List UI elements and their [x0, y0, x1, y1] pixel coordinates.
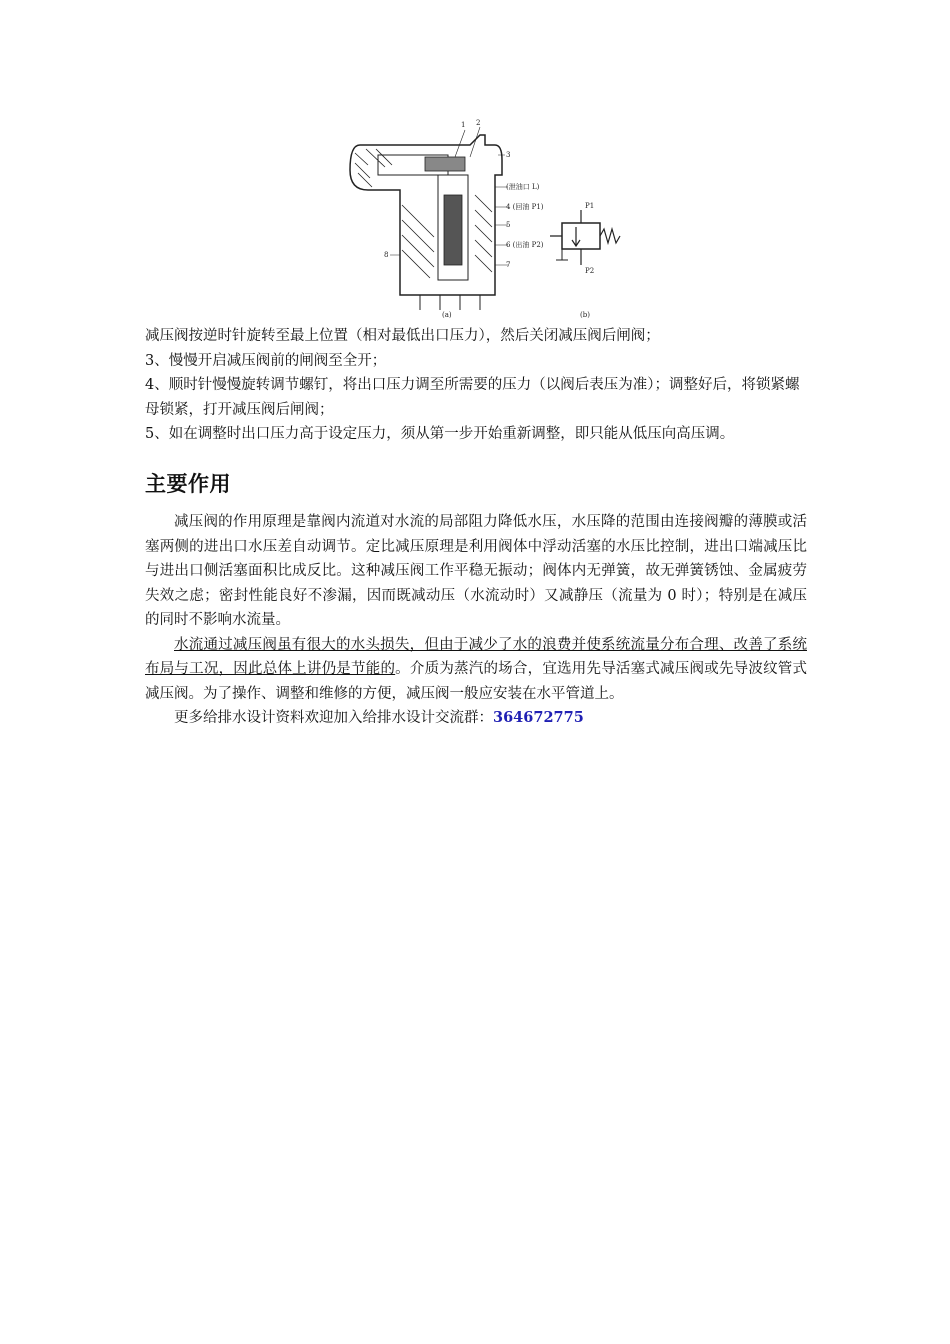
caption-b: (b): [580, 311, 590, 319]
label-p2: P2: [585, 267, 595, 275]
pilot-spool: [425, 157, 465, 171]
paragraph-energy: [145, 633, 807, 707]
valve-symbol-box: [562, 223, 600, 249]
section-heading: 主要作用: [145, 472, 231, 496]
bottom-ports: [420, 295, 480, 310]
label-4: 4 (回油 P1): [506, 203, 544, 211]
step-line: 5、如在调整时出口压力高于设定压力，须从第一步开始重新调整，即只能从低压向高压调。: [145, 426, 735, 442]
label-7: 7: [506, 261, 511, 269]
label-1: 1: [461, 121, 466, 129]
section-body: [145, 510, 807, 731]
label-p1: P1: [585, 202, 595, 210]
label-5: 5: [506, 221, 511, 229]
paragraph-energy-rest: 。介质为蒸汽的场合，宜选用先导活塞式减压阀或先导波纹管式减压阀。为了操作、调整和维修的方便，减压阀一般应安装在水平管道上。: [145, 661, 807, 702]
adjustment-steps: [145, 324, 807, 447]
label-6: 6 (出油 P2): [506, 241, 544, 249]
invite-text: 更多给排水设计资料欢迎加入给排水设计交流群：: [174, 710, 493, 726]
qq-group-number[interactable]: 364672775: [493, 709, 584, 726]
valve-diagram: [330, 115, 630, 320]
label-3: 3: [506, 151, 511, 159]
label-8: 8: [384, 251, 389, 259]
spring-symbol: [600, 229, 620, 243]
paragraph-principle: 减压阀的作用原理是靠阀内流道对水流的局部阻力降低水压，水压降的范围由连接阀瓣的薄膜或活塞两侧的进出口水压差自动调节。定比减压原理是利用阀体中浮动活塞的水压比控制，进出口端减压比与进出口侧活塞面积比成反比。这种减压阀工作平稳无振动；阀体内无弹簧，故无弹簧锈蚀、金属疲劳失效之虑；密封性能良好不渗漏，因而既减动压（水流动时）又减静压（流量为 0 时）；特别是在减压的同时不影响水流量。: [145, 514, 807, 628]
drain-symbol: [556, 249, 568, 260]
label-2: 2: [476, 119, 481, 127]
caption-a: (a): [442, 311, 452, 319]
label-drain: (泄油口 L): [506, 183, 540, 191]
underlined-sentence: 水流通过减压阀虽有很大的水头损失，但由于减少了水的浪费并使系统流量分布合理、改善了系统布局与工况，因此总体上讲仍是节能的: [145, 636, 807, 677]
valve-symbol-arrow: [572, 227, 580, 246]
paragraph-group-invite: [145, 706, 807, 731]
main-spool: [444, 195, 462, 265]
step-line: 3、慢慢开启减压阀前的闸阀至全开；: [145, 352, 387, 369]
step-line: 减压阀按逆时针旋转至最上位置（相对最低出口压力），然后关闭减压阀后闸阀；: [145, 328, 660, 344]
step-line: 4、顺时针慢慢旋转调节螺钉，将出口压力调至所需要的压力（以阀后表压为准）；调整好后，将锁紧螺母锁紧，打开减压阀后闸阀；: [145, 377, 800, 418]
